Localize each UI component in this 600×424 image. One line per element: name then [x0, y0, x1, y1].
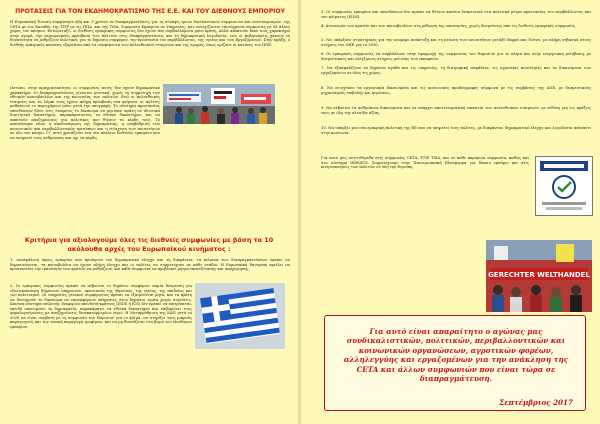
conclusion-paragraph: Για αυτό μας αντιτιθέμεθα στις συμφωνίες CETA, TTIP, TiSA, και σε κάθε παρόμοια συμφωνία, καθώς και στο σύστημα ISDS/ICS. Συμμετέχουμε στην Πανευρωπαϊκή Πλατφόρμα για δίκαιο εμπόριο και στις κινητοποιήσεις των πολιτών σε όλη την Ευρώπη.: [321, 156, 529, 169]
intro-paragraph-1: Η Ευρωπαϊκή Ένωση συμφώνησε ήδη και 3 χρόνια σε διαπραγματεύσεις για τη σύναψη τριών διατλαντικών συμφωνιών και συνεταιρισμών, της CETA με τον Καναδά, της TTIP με τις ΗΠΑ, και της TiSA. Συμφωνία Εμπορίου σε Υπηρεσίες, και συνεχίζονται ταυτόχρονα συμφωνίες με 58 άλλες χώρες του κόσμου. Εντωμεταξύ, οι διεθνείς εμπορικές συμφωνίες δεν έχουν πια συμβαλλόμενα μόνο κράτη, αλλά αποκτούν δικό τους χαρακτήρα στην αγορά, την περιορισμένη πρόσβαση των πολιτών στις διαπραγματεύσεις και τη δημοκρατική λογοδοσία, ενώ οι κυβερνήσεις χάνουν τη δυνατότητα να ρυθμίζουν πολιτικές για το δημόσιο συμφέρον, την προστασία του περιβάλλοντος, της υγείας και των Εργαζομένων. Στην πράξη, ο διεθνής εμπορικός κανόνας εξαρτάται από τα συμφέροντα των πολυεθνικών εταιρειών και της αγοράς, όπως ορίζουν οι κανόνες του ΠΟΕ.: [10, 20, 290, 47]
criterion-7: 7. Να εξασφαλίζουν τα δημόσια αγαθά και τις υπηρεσίες, τη διατροφική ασφάλεια, τις αγροτικές κοινότητες και τα δικαιώματα των εργαζομένων σε όλες τις χώρες.: [321, 66, 591, 75]
criterion-4: 4. Αυτονομία των κρατών και των κοινοβουλίων στη ρύθμιση της οικονομίας, χωρίς δεσμεύσεις από τις διεθνείς εμπορικές συμφωνίες.: [321, 24, 577, 28]
demonstration-photo: [163, 84, 275, 124]
criterion-10: 10. Να υπάρξει μια νέα εμπορική πολιτική της ΕΕ που να υπηρετεί τους πολίτες, με διαφάνεια, δημοκρατικό έλεγχο και λογοδοσία απέναντι στην κοινωνία.: [321, 126, 591, 135]
protest-banner-text: GERECHTER WELTHANDEL: [488, 271, 590, 279]
intro-paragraph-2: Ωστόσο, στην πραγματικότητα, οι συμφωνίες αυτές δεν έχουν δημοκρατικό χαρακτήρα. Οι διαπραγματεύσεις γίνονται μυστικά, χωρίς τη συμμετοχή των εθνικών κοινοβουλίων και της κοινωνίας των πολιτών. Ενώ οι πολυεθνικές εταιρείες και τα λόμπι τους έχουν πλήρη πρόσβαση στα κείμενα, οι πολίτες μαθαίνουν το περιεχόμενο μόνο μετά την υπογραφή. Το σύστημα προστασίας επενδύσεων δίνει στις εταιρείες το δικαίωμα να μηνύουν κράτη σε ιδιωτικά διαιτητικά δικαστήρια, παρακάμπτοντας τα εθνικά δικαστήρια, και να απαιτούν αποζημιώσεις για πολιτικές που θίγουν τα κέρδη τους. Το αποτέλεσμα είναι η αποδυνάμωση της δημοκρατίας, η υποβάθμιση των κοινωνικών και περιβαλλοντικών προτύπων και η ενίσχυση των ανισοτήτων σε όλο τον κόσμο. Γι’ αυτό χρειάζεται ένα νέο πλαίσιο διεθνούς εμπορίου που να υπηρετεί τους ανθρώπους και όχι τα κέρδη.: [10, 86, 160, 140]
campaign-logo: [535, 156, 593, 216]
closing-statement-box: [324, 315, 586, 411]
protest-crowd-photo: [486, 240, 592, 312]
greek-flag-photo: [195, 283, 285, 349]
page-title: ΠΡΟΤΑΣΕΙΣ ΓΙΑ ΤΟΝ ΕΚΔΗΜΟΚΡΑΤΙΣΜΟ ΤΗΣ Ε.Ε. ΚΑΙ ΤΟΥ ΔΙΕΘΝΟΥΣ ΕΜΠΟΡΙΟΥ: [15, 8, 285, 15]
closing-statement: Για αυτό είναι απαραίτητο ο αγώνας μας συνδικαλιστικών, πολιτικών, περιβαλλοντικών και κοινωνικών οργανώσεων, αγροτικών φορέων, αλληλεγγύης και εργαζομένων για την ανάκληση της CETA και άλλων συμφωνιών που είναι τώρα σε διαπραγμάτευση.: [343, 327, 569, 384]
criterion-3: 3. Οι συμφωνίες εμπορίου και επενδύσεων δεν πρέπει να θέτουν κανένα δεσμευτικό στα πολιτικά μέτρα προστασίας του περιβάλλοντος και του κλίματος (ISDS).: [321, 10, 591, 19]
criterion-5: 5. Να υπάρξουν στρατηγικές για την αειφόρο ανάπτυξη και τη μείωση των ανισοτήτων μεταξύ Βορρά και Νότου, με πλήρη σεβασμό στους στόχους του ΟΗΕ για το 2030.: [321, 38, 591, 47]
criterion-2: 2. Οι εμπορικές συμφωνίες πρέπει να σέβονται το δημόσιο συμφέρον: καμία δέσμευση για ιδιωτικοποίηση δημόσιων υπηρεσιών, προστασία της ύδρευσης, της υγείας, της παιδείας και του πολιτισμού. Οι υπηρεσίες γενικού συμφέροντος πρέπει να εξαιρούνται ρητά, και τα κράτη να διατηρούν το δικαίωμα να επαναφέρουν υπηρεσίες στον δημόσιο τομέα χωρίς κυρώσεις. Κανένα σύστημα επίλυσης διαφορών επενδυτή-κράτους (ISDS ή ICS) δεν πρέπει να επιτρέπεται, επειδή υπονομεύει τη δημοκρατία, παρακάμπτει τα εθνικά δικαστήρια και επιβαρύνει τους φορολογούμενους με αποζημιώσεις δισεκατομμυρίων ευρώ. Η Μεταρρύθμιση της ΚΑΠ μετά το 2020 να είναι συμβατή με τη συμφωνία του Παρισιού για το κλίμα, να στηρίζει τους μικρούς παραγωγούς και την τοπική παραγωγή τροφίμων, και να μη θυσιάζεται στο βωμό του ελεύθερου εμπορίου.: [10, 284, 192, 329]
criterion-1: 1. Διασφάλιση όρους εμπορίου που προάγουν τον δημοκρατικό έλεγχο και τη διαφάνεια: τα κείμενα των διαπραγματεύσεων πρέπει να δημοσιεύονται, τα κοινοβούλια να έχουν πλήρη έλεγχο και οι πολίτες να συμμετέχουν σε κάθε στάδιο. Η Ευρωπαϊκή Επιτροπή οφείλει να προστατεύει την ικανότητα των κρατών να ρυθμίζουν, και κάθε συμφωνία να προβλέπει ρήτρα επανεξέτασης και αποχώρησης.: [10, 258, 290, 271]
criteria-subtitle: Κριτήρια για αξιολογούμε όλες τις διεθνείς συμφωνίες με βάση τα 10 ακόλουθα αρχές του Ευρωπαϊκού κινήματος :: [24, 236, 274, 253]
criterion-8: 8. Να ενισχύουν τα εργασιακά δικαιώματα και τις κοινωνικές προδιαγραφές σύμφωνα με τις συμβάσεις της ΔΟΕ, με δεσμευτικούς μηχανισμούς επιβολής και κυρώσεις.: [321, 86, 591, 95]
publication-date: Σεπτέμβριος 2017: [499, 398, 573, 407]
criterion-6: 6. Οι εμπορικές συμφωνίες να συμβάλλουν στην εφαρμογή της συμφωνίας του Παρισιού για το κλίμα και στην ενεργειακή μετάβαση, με δεσμευτικούς και ελέγξιμους στόχους μείωσης των εκπομπών.: [321, 52, 591, 61]
criterion-9: 9. Να σέβονται τα ανθρώπινα δικαιώματα και να υπάρχει αποτελεσματική εποπτεία των πολυεθνικών εταιρειών, με ευθύνη για τις πράξεις τους σε όλη την αλυσίδα αξίας.: [321, 106, 591, 115]
